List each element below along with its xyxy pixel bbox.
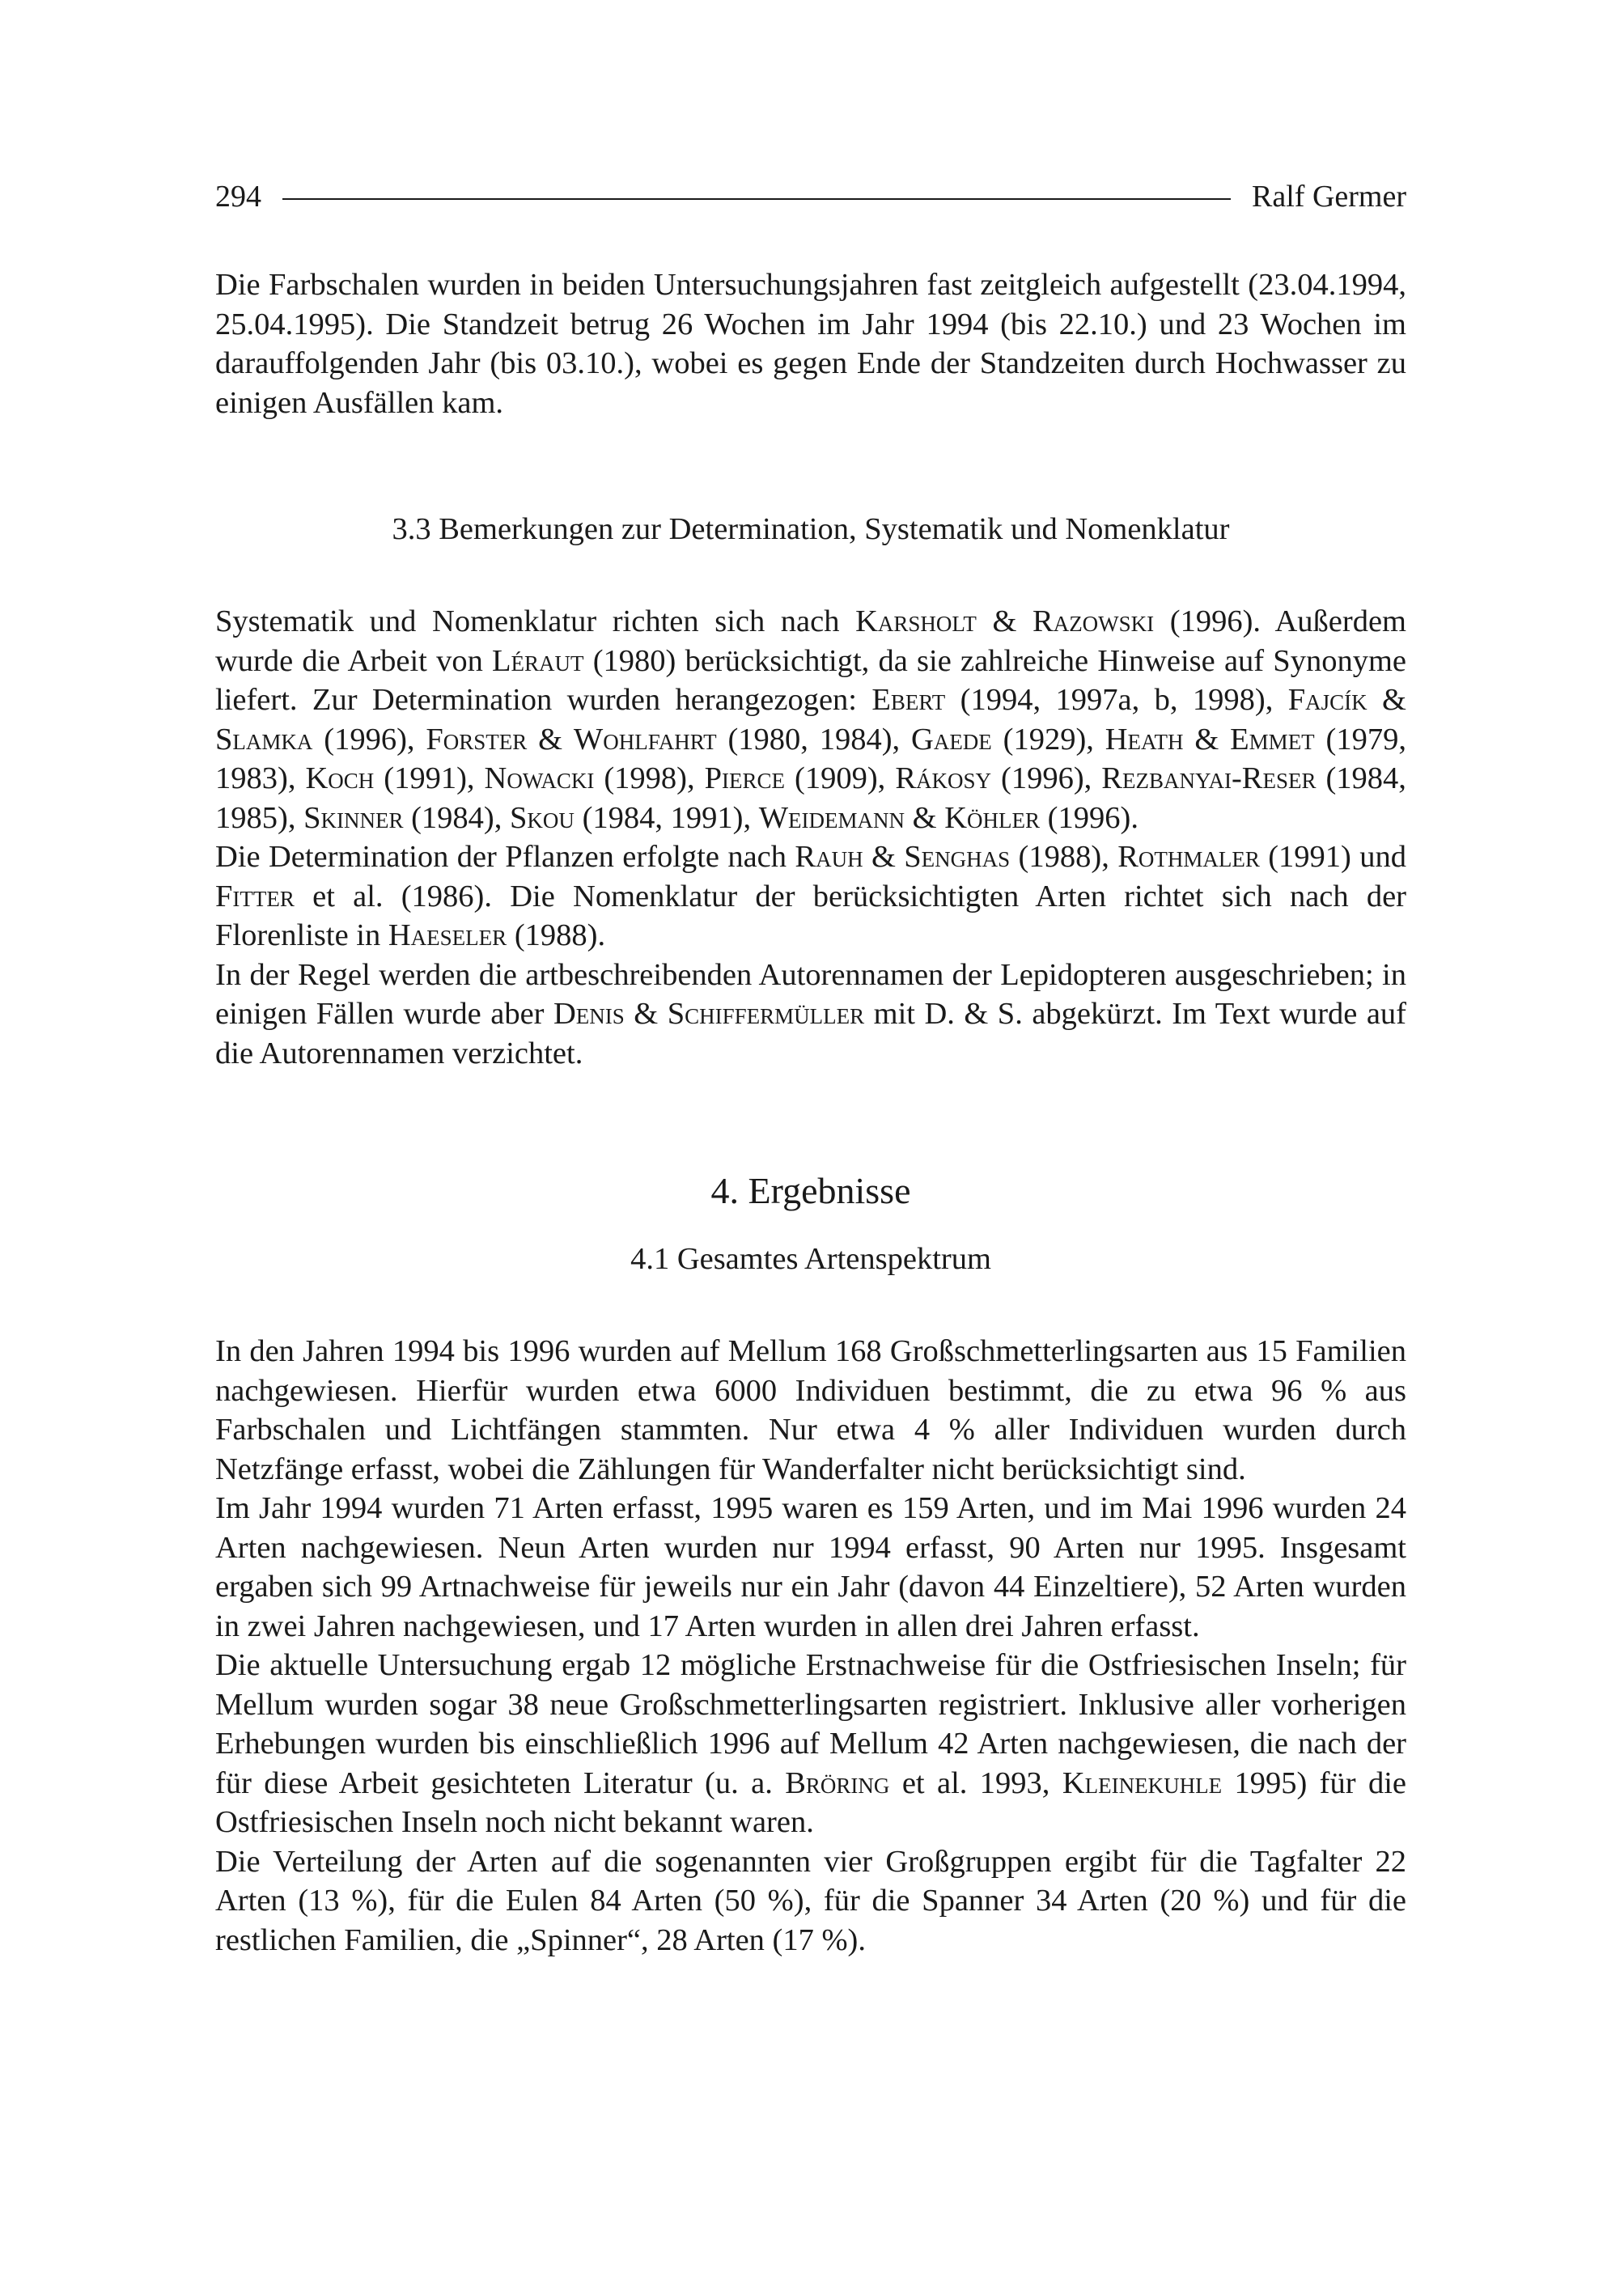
author-citation: Nowacki [484,761,595,795]
author-citation: Heath [1105,722,1184,757]
section-4-1-paragraph-3: Die aktuelle Untersuchung ergab 12 mögliche Erstnachweise für die Ostfriesischen Inseln; für Mellum wurden sogar 38 neue Großschmetterlingsarten registriert. Inklusive aller vorherigen Erhebungen wurden bis einschließlich 1996 auf Mellum 42 Arten nachgewiesen, die nach der für diese Arbeit gesichteten Literatur (u. a. Bröring et al. 1993, Kleinekuhle 1995) für die Ostfriesischen Inseln noch nicht bekannt waren. [215,1648,1406,1839]
author-citation: Weidemann [758,800,905,835]
page-number: 294 [215,180,261,214]
author-citation: Köhler [944,800,1041,835]
section-3-3-paragraph-1: Systematik und Nomenklatur richten sich nach Karsholt & Razowski (1996). Außerdem wurde die Arbeit von Léraut (1980) berücksichtigt, da sie zahlreiche Hinweise auf Synonyme liefert. Zur Determination wurden herangezogen: Ebert (1994, 1997a, b, 1998), Fajcík & Slamka (1996), Forster & Wohlfahrt (1980, 1984), Gaede (1929), Heath & Emmet (1979, 1983), Koch (1991), Nowacki (1998), Pierce (1909), Rákosy (1996), Rezbanyai-Reser (1984, 1985), Skinner (1984), Skou (1984, 1991), Weidemann & Köhler (1996). [215,604,1406,835]
author-citation: Slamka [215,722,313,757]
section-4-1-paragraph-4: Die Verteilung der Arten auf die sogenannten vier Großgruppen ergibt für die Tagfalter 22 Arten (13 %), für die Eulen 84 Arten (50 %), für die Spanner 34 Arten (20 %) und für die restlichen Familien, die „Spinner“, 28 Arten (17 %). [215,1844,1406,1957]
author-citation: Haeseler [388,918,507,952]
intro-paragraph: Die Farbschalen wurden in beiden Untersuchungsjahren fast zeitgleich aufgestellt (23.04.1994, 25.04.1995). Die Standzeit betrug 26 Wochen im Jahr 1994 (bis 22.10.) und 23 Wochen im darauffolgenden Jahr (bis 03.10.), wobei es gegen Ende der Standzeiten durch Hochwasser zu einigen Ausfällen kam. [215,268,1406,420]
author-citation: Fajcík [1287,683,1367,717]
author-citation: Emmet [1230,722,1315,757]
author-citation: Karsholt [855,604,977,638]
author-citation: Rothmaler [1117,840,1260,874]
section-3-3-heading: 3.3 Bemerkungen zur Determination, Systematik und Nomenklatur [392,512,1230,546]
section-3-3-paragraph-3: In der Regel werden die artbeschreibenden Autorennamen der Lepidopteren ausgeschrieben; in einigen Fällen wurde aber Denis & Schiffermüller mit D. & S. abgekürzt. Im Text wurde auf die Autorennamen verzichtet. [215,957,1406,1070]
section-4-1-paragraph-2: Im Jahr 1994 wurden 71 Arten erfasst, 1995 waren es 159 Arten, und im Mai 1996 wurden 24 Arten nachgewiesen. Neun Arten wurden nur 1994 erfasst, 90 Arten nur 1995. Insgesamt ergaben sich 99 Artnachweise für jeweils nur ein Jahr (davon 44 Einzeltiere), 52 Arten wurden in zwei Jahren nachgewiesen, und 17 Arten wurden in allen drei Jahren erfasst. [215,1491,1406,1643]
author-citation: Gaede [911,722,992,757]
section-4-1-paragraph-1: In den Jahren 1994 bis 1996 wurden auf Mellum 168 Großschmetterlingsarten aus 15 Familien nachgewiesen. Hierfür wurden etwa 6000 Individuen bestimmt, die zu etwa 96 % aus Farbschalen und Lichtfängen stammten. Nur etwa 4 % aller Individuen wurden durch Netzfänge erfasst, wobei die Zählungen für Wanderfalter nicht berücksichtigt sind. [215,1334,1406,1486]
author-citation: Wohlfahrt [573,722,717,757]
author-citation: Kleinekuhle [1062,1765,1223,1800]
author-citation: Fitter [215,879,295,913]
author-citation: Schiffermüller [667,997,865,1031]
author-citation: Razowski [1032,604,1155,638]
section-3-3-paragraph-2: Die Determination der Pflanzen erfolgte nach Rauh & Senghas (1988), Rothmaler (1991) und Fitter et al. (1986). Die Nomenklatur der berücksichtigten Arten richtet sich nach der Florenliste in Haeseler (1988). [215,840,1406,952]
author-citation: Bröring [785,1765,890,1800]
page-body [215,265,1406,1960]
author-citation: Rezbanyai-Reser [1101,761,1317,795]
running-header [215,176,1406,217]
author-citation: Senghas [904,840,1011,874]
author-citation: Skinner [303,800,404,835]
author-citation: Rauh [795,840,863,874]
header-rule [282,198,1231,200]
section-4-1-heading: 4.1 Gesamtes Artenspektrum [630,1242,991,1276]
author-citation: Pierce [704,761,786,795]
author-citation: Skou [510,800,575,835]
author-citation: Koch [305,761,375,795]
author-citation: Denis [553,997,625,1031]
author-citation: Ebert [871,683,946,717]
author-citation: Léraut [492,643,584,678]
chapter-4-heading: 4. Ergebnisse [710,1170,911,1211]
running-header-author: Ralf Germer [1252,180,1406,214]
author-citation: Rákosy [895,761,992,795]
author-citation: Forster [426,722,528,757]
